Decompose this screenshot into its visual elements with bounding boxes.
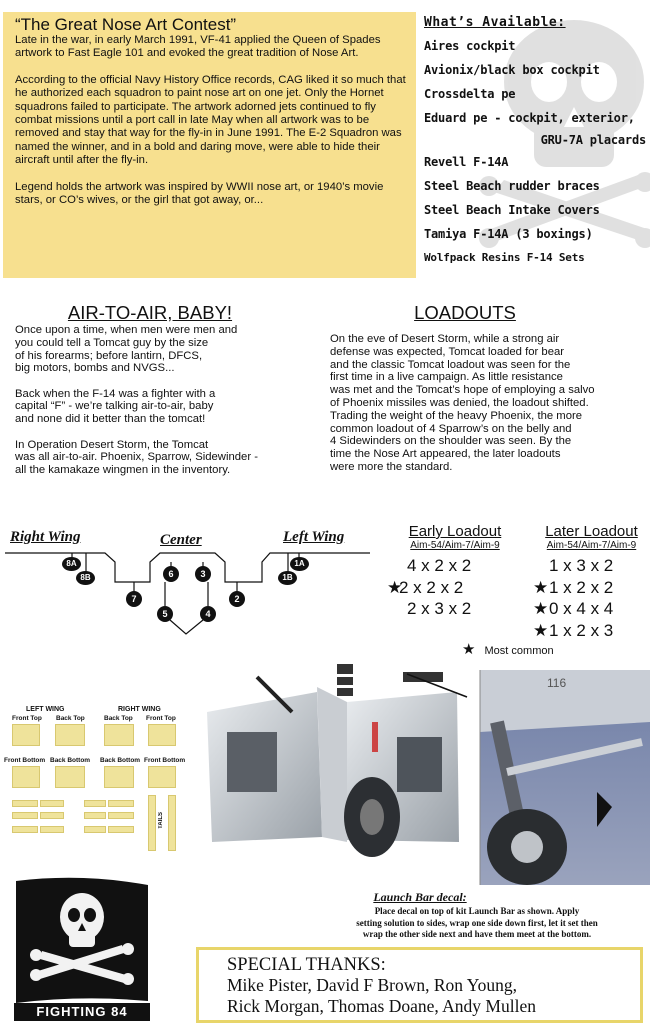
later-loadout-table bbox=[533, 523, 650, 641]
front-top-label: Front Top bbox=[146, 715, 176, 722]
table-row bbox=[387, 577, 515, 599]
left-wing-decal-label: LEFT WING bbox=[26, 706, 65, 713]
available-title: What’s Available: bbox=[424, 15, 566, 30]
list-item: Eduard pe - cockpit, exterior, bbox=[424, 111, 635, 125]
back-top-label: Back Top bbox=[56, 715, 85, 722]
decal-strip bbox=[12, 800, 38, 807]
loadout-value: 2 x 2 x 2 bbox=[399, 577, 464, 597]
launch-bar-instructions bbox=[312, 906, 642, 941]
decal-front-top-left bbox=[12, 724, 40, 746]
available-list bbox=[424, 34, 650, 270]
text-line: common loadout of 4 Sparrow’s on the belly and bbox=[330, 422, 572, 435]
text-line: capital “F” - we’re talking air-to-air, baby bbox=[15, 400, 214, 413]
decal-strip bbox=[40, 812, 64, 819]
later-loadout-title: Later Loadout bbox=[545, 523, 638, 540]
legend-text: Most common bbox=[484, 645, 554, 657]
text-line: In Operation Desert Storm, the Tomcat bbox=[15, 438, 209, 451]
text-line: first time in a live campaign. As little resistance bbox=[330, 371, 563, 384]
tails-label: TAILS bbox=[158, 812, 164, 829]
station-5: 5 bbox=[157, 606, 173, 622]
station-1b: 1B bbox=[278, 571, 297, 585]
special-thanks-box bbox=[196, 947, 643, 1023]
air-to-air-title: AIR-TO-AIR, BABY! bbox=[67, 302, 233, 323]
text-line: of Phoenix missiles was denied, the loadout shifted. bbox=[330, 396, 589, 409]
decal-strip bbox=[12, 826, 38, 833]
text-line: On the eve of Desert Storm, while a strong air bbox=[330, 333, 560, 345]
thanks-line-1: Mike Pister, David F Brown, Ron Young, bbox=[227, 975, 518, 995]
decal-tail-right bbox=[168, 795, 176, 851]
list-item: Wolfpack Resins F-14 Sets bbox=[424, 251, 585, 264]
text-line: and none did it better than the tomcat! bbox=[15, 413, 206, 426]
text-line: was all air-to-air. Phoenix, Sparrow, Sidewinder - bbox=[15, 451, 258, 464]
early-loadout-title: Early Loadout bbox=[408, 523, 502, 540]
loadout-value: 1 x 2 x 2 bbox=[549, 577, 614, 597]
early-loadout-table bbox=[387, 523, 515, 620]
text-line: and the classic Tomcat loadout was seen for the bbox=[330, 358, 571, 371]
decal-strip bbox=[108, 826, 134, 833]
most-common-legend bbox=[462, 640, 554, 658]
station-4: 4 bbox=[200, 606, 216, 622]
list-item: Tamiya F-14A (3 boxings) bbox=[424, 227, 593, 241]
text-line: Once upon a time, when men were men and bbox=[15, 324, 238, 336]
text-line: big motors, bombs and NVGS... bbox=[15, 362, 175, 375]
list-item: Aires cockpit bbox=[424, 39, 516, 53]
decal-front-bottom-left bbox=[12, 766, 40, 788]
decal-back-top-right bbox=[104, 724, 134, 746]
star-icon: ★ bbox=[533, 577, 549, 597]
decal-back-top-left bbox=[55, 724, 85, 746]
jolly-roger-flag-icon bbox=[12, 875, 152, 1023]
thanks-title: SPECIAL THANKS: bbox=[227, 955, 386, 975]
front-bottom-label: Front Bottom bbox=[4, 757, 46, 764]
loadout-value: 0 x 4 x 4 bbox=[549, 599, 614, 618]
loadout-value: 1 x 3 x 2 bbox=[549, 556, 614, 575]
star-icon: ★ bbox=[387, 577, 403, 597]
station-3: 3 bbox=[195, 566, 211, 582]
nose-art-contest-box bbox=[3, 12, 416, 278]
contest-paragraph-2: According to the official Navy History Office records, CAG liked it so much that he authorized each squadron to paint nose art on one jet. Only the Hornet squadrons failed to participate. The artwork adorned jets continued to fly combat missions until a port call in late May when all artwork was to be removed and stay that way for the fly-in in June 1991. The E-2 Squadron was named the winner, and in a bold and daring move, were able to hide their aircraft until after the fly-in. bbox=[15, 73, 406, 167]
front-bottom-label: Front Bottom bbox=[144, 757, 186, 764]
table-row bbox=[533, 555, 650, 577]
landing-gear-photos bbox=[197, 662, 650, 890]
text-line: were more the standard. bbox=[330, 460, 453, 473]
logo-caption: FIGHTING 84 bbox=[36, 1004, 128, 1019]
loadouts-title: LOADOUTS bbox=[414, 302, 516, 323]
contest-paragraph-3: Legend holds the artwork was inspired by WWII nose art, or 1940’s movie stars, or CO’s wives, or the girl that got away, or... bbox=[15, 180, 384, 207]
decal-strip bbox=[84, 826, 106, 833]
back-bottom-label: Back Bottom bbox=[100, 757, 141, 764]
decal-strip bbox=[84, 812, 106, 819]
early-loadout-subtitle: Aim-54/Aim-7/Aim-9 bbox=[410, 540, 500, 551]
text-line: of his forearms; before lantirn, DFCS, bbox=[15, 349, 203, 362]
table-row bbox=[533, 598, 650, 620]
center-label: Center bbox=[160, 532, 202, 548]
decal-strip bbox=[40, 826, 64, 833]
decal-strip bbox=[108, 800, 134, 807]
list-item: Steel Beach Intake Covers bbox=[424, 203, 600, 217]
station-1a: 1A bbox=[290, 557, 309, 571]
wing-station-diagram bbox=[0, 520, 380, 640]
table-row bbox=[533, 620, 650, 642]
text-line: defense was expected, Tomcat loaded for bear bbox=[330, 345, 565, 358]
text-line: wrap the other side next and have them meet at the bottom. bbox=[362, 929, 592, 939]
decal-front-bottom-right bbox=[148, 766, 176, 788]
station-7: 7 bbox=[126, 591, 142, 607]
station-2: 2 bbox=[229, 591, 245, 607]
text-line: was met and the Tomcat’s hope of employing a salvo bbox=[330, 384, 595, 397]
text-line: time the Nose Art appeared, the later loadouts bbox=[330, 448, 561, 461]
star-icon: ★ bbox=[533, 620, 549, 640]
station-6: 6 bbox=[163, 566, 179, 582]
tail-number: 116 bbox=[547, 676, 567, 690]
loadouts-text bbox=[330, 333, 645, 474]
text-line: all the kamakaze wingmen in the inventory. bbox=[15, 464, 231, 477]
decal-strip bbox=[108, 812, 134, 819]
launch-bar-title: Launch Bar decal: bbox=[373, 890, 467, 904]
decal-strip bbox=[12, 812, 38, 819]
fighting-84-logo bbox=[12, 875, 152, 1023]
decal-back-bottom-right bbox=[104, 766, 134, 788]
text-line: Back when the F-14 was a fighter with a bbox=[15, 387, 216, 400]
list-item: Avionix/black box cockpit bbox=[424, 63, 600, 77]
back-bottom-label: Back Bottom bbox=[50, 757, 91, 764]
loadout-value: 1 x 2 x 3 bbox=[549, 620, 614, 640]
contest-title: “The Great Nose Art Contest” bbox=[15, 15, 237, 34]
decal-back-bottom-left bbox=[55, 766, 85, 788]
list-item: GRU-7A placards bbox=[540, 133, 646, 147]
text-line: Place decal on top of kit Launch Bar as shown. Apply bbox=[374, 906, 580, 916]
station-8b: 8B bbox=[76, 571, 95, 585]
list-item: Steel Beach rudder braces bbox=[424, 179, 600, 193]
table-row bbox=[533, 577, 650, 599]
contest-paragraph-1: Late in the war, in early March 1991, VF-41 applied the Queen of Spades artwork to Fast Eagle 101 and evoked the great tradition of Nose Art. bbox=[15, 34, 381, 60]
text-line: Trading the weight of the heavy Phoenix, the more bbox=[330, 409, 583, 422]
table-row bbox=[395, 555, 515, 577]
text-line: you could tell a Tomcat guy by the size bbox=[15, 336, 209, 349]
left-wing-label: Left Wing bbox=[283, 529, 345, 545]
loadout-value: 4 x 2 x 2 bbox=[407, 556, 472, 575]
thanks-line-2: Rick Morgan, Thomas Doane, Andy Mullen bbox=[227, 996, 536, 1016]
front-top-label: Front Top bbox=[12, 715, 42, 722]
station-8a: 8A bbox=[62, 557, 81, 571]
star-icon: ★ bbox=[462, 641, 476, 658]
decal-strip bbox=[40, 800, 64, 807]
gear-bay-photo bbox=[197, 662, 650, 890]
whats-available-panel bbox=[424, 12, 650, 272]
table-row bbox=[395, 598, 515, 620]
decal-front-top-right bbox=[148, 724, 176, 746]
right-wing-decal-label: RIGHT WING bbox=[118, 706, 161, 713]
loadout-value: 2 x 3 x 2 bbox=[407, 599, 472, 618]
air-to-air-text bbox=[15, 324, 315, 489]
station-lines bbox=[0, 520, 380, 640]
text-line: 4 Sidewinders on the shoulder was seen. By the bbox=[330, 435, 572, 448]
back-top-label: Back Top bbox=[104, 715, 133, 722]
right-wing-label: Right Wing bbox=[10, 529, 81, 545]
decal-templates bbox=[0, 700, 200, 870]
later-loadout-subtitle: Aim-54/Aim-7/Aim-9 bbox=[546, 540, 637, 551]
list-item: Revell F-14A bbox=[424, 155, 509, 169]
star-icon: ★ bbox=[533, 599, 549, 618]
list-item: Crossdelta pe bbox=[424, 87, 516, 101]
decal-tail-left bbox=[148, 795, 156, 851]
text-line: setting solution to sides, wrap one side down first, let it set then bbox=[356, 917, 598, 928]
decal-strip bbox=[84, 800, 106, 807]
